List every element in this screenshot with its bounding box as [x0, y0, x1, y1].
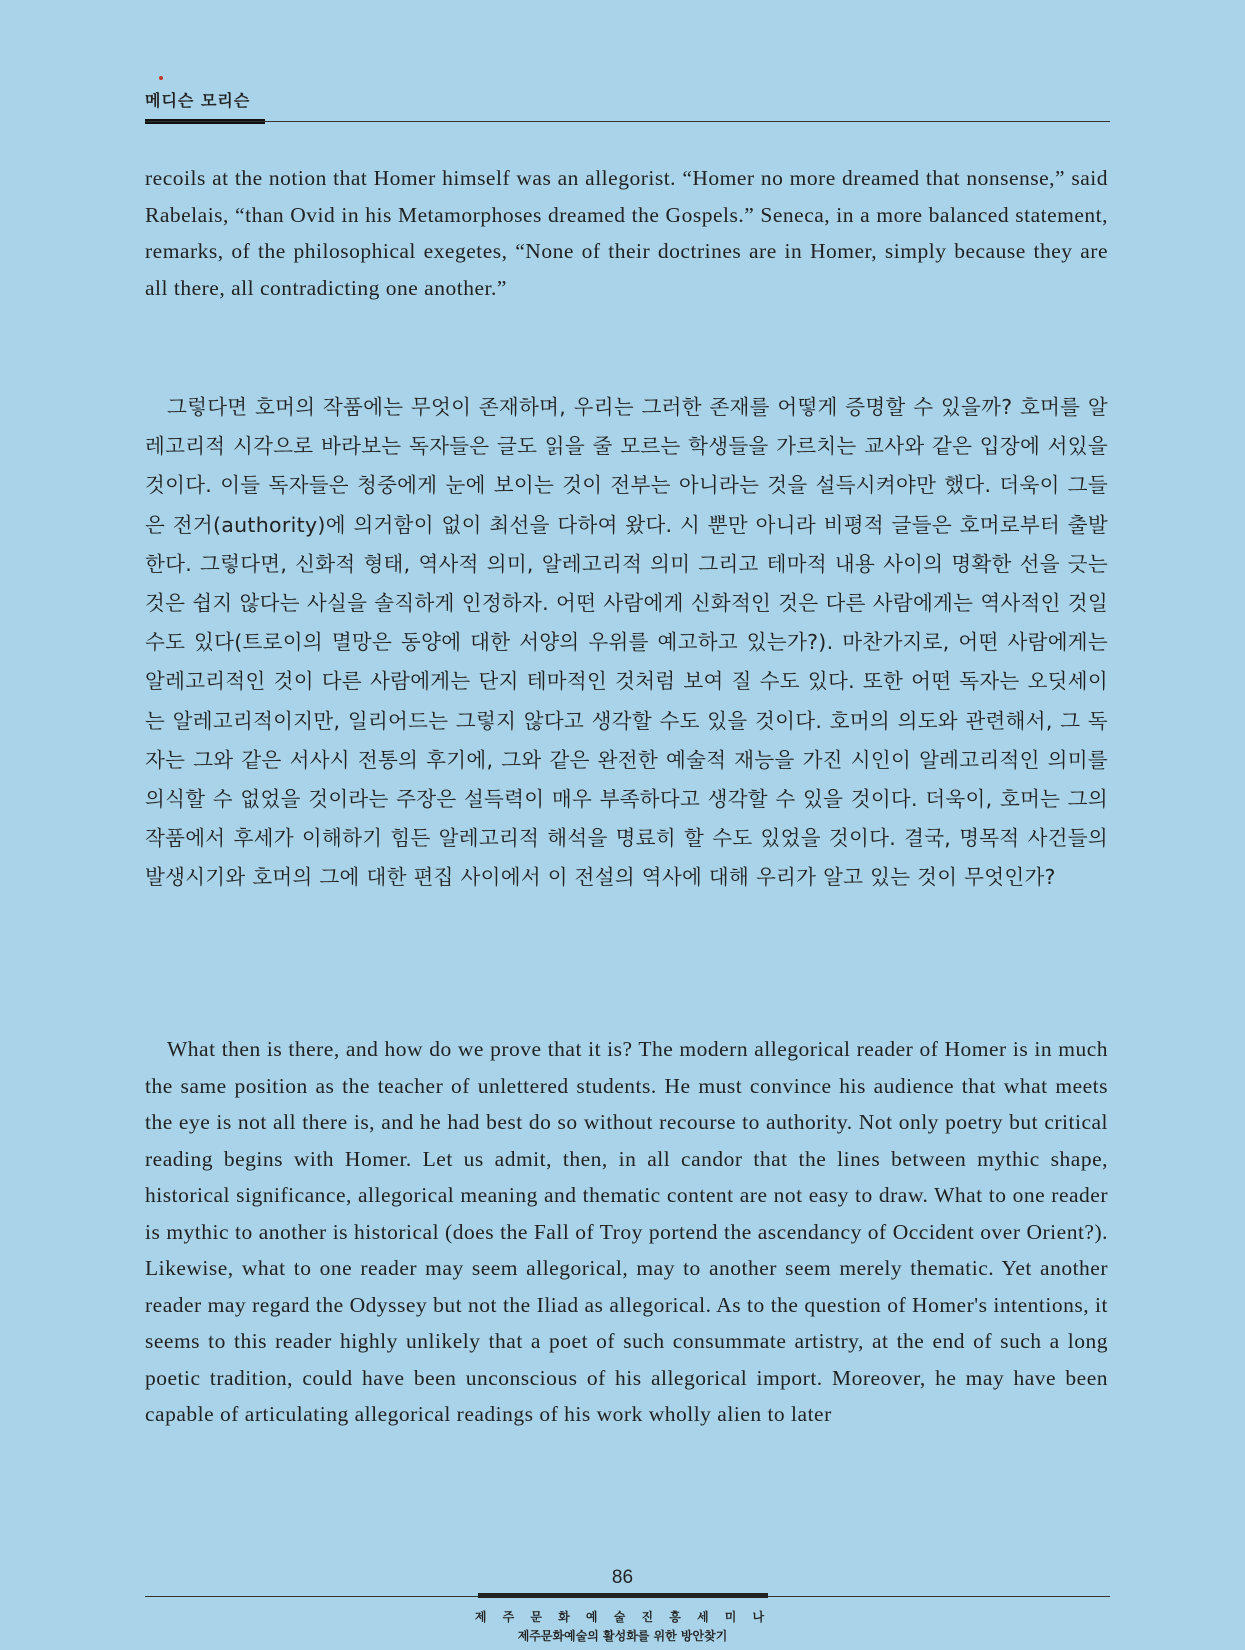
page-number: 86: [611, 1567, 634, 1588]
paragraph-korean: 그렇다면 호머의 작품에는 무엇이 존재하며, 우리는 그러한 존재를 어떻게 증명할 수 있을까? 호머를 알레고리적 시각으로 바라보는 독자들은 글도 읽을 줄 모르는 학생들을 가르치는 교사와 같은 입장에 서있을 것이다. 이들 독자들은 청중에게 눈에 보이는 것이 전부는 아니라는 것을 설득시켜야만 했다. 더욱이 그들은 전거(authority)에 의거함이 없이 최선을 다하여 왔다. 시 뿐만 아니라 비평적 글들은 호머로부터 출발한다. 그렇다면, 신화적 형태, 역사적 의미, 알레고리적 의미 그리고 테마적 내용 사이의 명확한 선을 긋는 것은 쉽지 않다는 사실을 솔직하게 인정하자. 어떤 사람에게 신화적인 것은 다른 사람에게는 역사적인 것일 수도 있다(트로이의 멸망은 동양에 대한 서양의 우위를 예고하고 있는가?). 마찬가지로, 어떤 사람에게는 알레고리적인 것이 다른 사람에게는 단지 테마적인 것처럼 보여 질 수도 있다. 또한 어떤 독자는 오딧세이는 알레고리적이지만, 일리어드는 그렇지 않다고 생각할 수도 있을 것이다. 호머의 의도와 관련해서, 그 독자는 그와 같은 서사시 전통의 후기에, 그와 같은 완전한 예술적 재능을 가진 시인이 알레고리적인 의미를 의식할 수 없었을 것이라는 주장은 설득력이 매우 부족하다고 생각할 수 있을 것이다. 더욱이, 호머는 그의 작품에서 후세가 이해하기 힘든 알레고리적 해석을 명료히 할 수도 있었을 것이다. 결국, 명목적 사건들의 발생시기와 호머의 그에 대한 편집 사이에서 이 전설의 역사에 대해 우리가 알고 있는 것이 무엇인가?: [145, 395, 1108, 890]
header-rule: [145, 121, 1110, 122]
footer-seminar-subtitle: 제주문화예술의 활성화를 위한 방안찾기: [517, 1629, 728, 1643]
footer-seminar-title: 제 주 문 화 예 술 진 흥 세 미 나: [474, 1610, 771, 1624]
header-dot: [159, 76, 163, 80]
running-header: [145, 88, 1110, 115]
paragraph-english-1: recoils at the notion that Homer himself was an allegorist. “Homer no more dreamed that nonsense,” said Rabelais, “than Ovid in his Metamorphoses dreamed the Gospels.” Seneca, in a more balanced statement, remarks, of the philosophical exegetes, “None of their doctrines are in Homer, simply because they are all there, all contradicting one another.”: [145, 166, 1108, 300]
footer-bar: [478, 1593, 768, 1598]
paragraph-english-2: What then is there, and how do we prove that it is? The modern allegorical reader of Homer is in much the same position as the teacher of unlettered students. He must convince his audience that what meets the eye is not all there is, and he had best do so without recourse to authority. Not only poetry but critical reading begins with Homer. Let us admit, then, in all candor that the lines between mythic shape, historical significance, allegorical meaning and thematic content are not easy to draw. What to one reader is mythic to another is historical (does the Fall of Troy portend the ascendancy of Occident over Orient?). Likewise, what to one reader may seem allegorical, may to another seem merely thematic. Yet another reader may regard the Odyssey but not the Iliad as allegorical. As to the question of Homer's intentions, it seems to this reader highly unlikely that a poet of such consummate artistry, at the end of such a long poetic tradition, could have been unconscious of his allegorical import. Moreover, he may have been capable of articulating allegorical readings of his work wholly alien to later: [145, 1037, 1108, 1426]
header-title: 메디슨 모리슨: [145, 91, 251, 110]
